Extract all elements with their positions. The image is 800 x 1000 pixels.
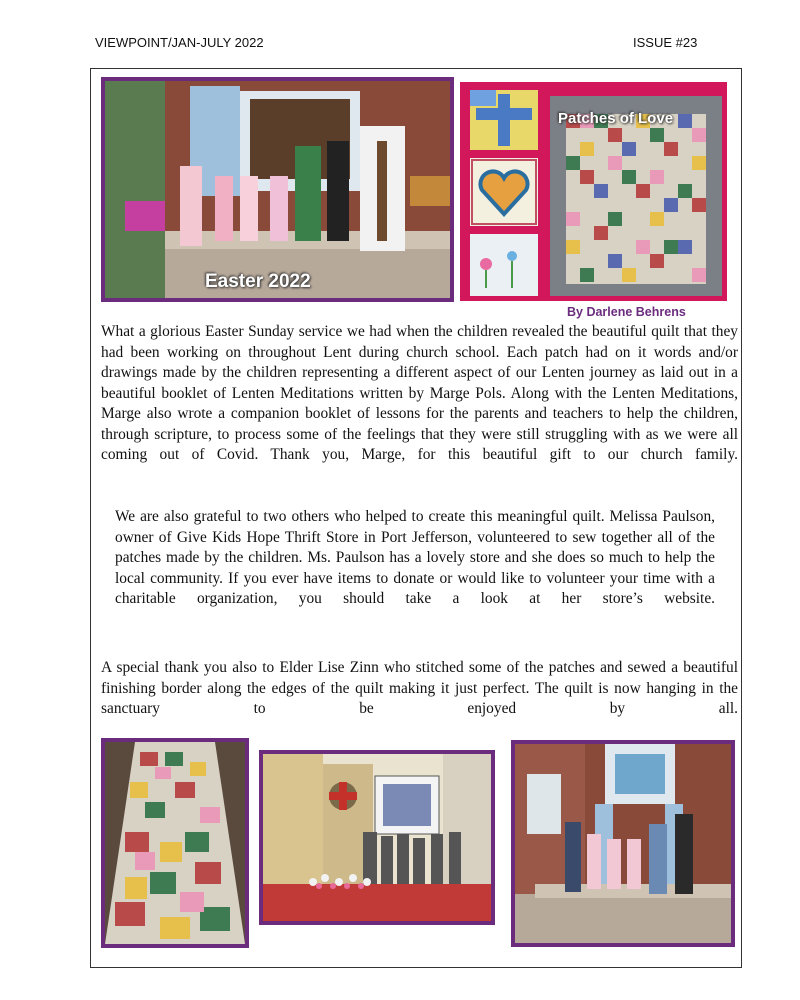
quilt-photo [550,96,722,296]
byline: By Darlene Behrens [567,305,686,319]
quilt-display-photo [101,738,249,948]
quilt-collage [460,82,727,301]
article-paragraph-3: A special thank you also to Elder Lise Zinn who stitched some of the patches and sewed a beautiful finishing border along the edges of the quilt making it just perfect. The quilt is now hanging in the sanctuary to be enjoyed by all. [101,659,738,717]
issue-number: ISSUE #23 [633,35,698,50]
sanctuary-photo [259,750,495,925]
patch-heart-drawing [470,158,538,226]
easter-photo [101,77,454,302]
patch-flowers-drawing [470,234,538,296]
article-paragraph-2: We are also grateful to two others who helped to create this meaningful quilt. Melissa Paulson, owner of Give Kids Hope Thrift Store in Port Jefferson, volunteered to sew together all of the patches made by the children. Ms. Paulson has a lovely store and she does so much to help the local community. If you ever have items to donate or would like to volunteer your time with a charitable organization, you should take a look at her store’s website. [115,508,715,607]
church-entrance-photo [511,740,735,947]
easter-caption: Easter 2022 [205,271,311,292]
quilt-title: Patches of Love [558,110,674,127]
newsletter-title: VIEWPOINT/JAN-JULY 2022 [95,35,264,50]
easter-photo-image [105,81,450,298]
article-paragraph-1: What a glorious Easter Sunday service we had when the children revealed the beautiful quilt that they had been working on throughout Lent during church school. Each patch had on it words and/or drawings made by the children representing a different aspect of our Lenten journey as laid out in a beautiful booklet of Lenten Meditations written by Marge Pols. Along with the Lenten Meditations, Marge also wrote a companion booklet of lessons for the parents and teachers to help the children, through scripture, to process some of the feelings that they were still struggling with as we were all coming out of Covid. Thank you, Marge, for this beautiful gift to our church family. [101,323,738,463]
patch-cross-drawing [470,90,538,150]
